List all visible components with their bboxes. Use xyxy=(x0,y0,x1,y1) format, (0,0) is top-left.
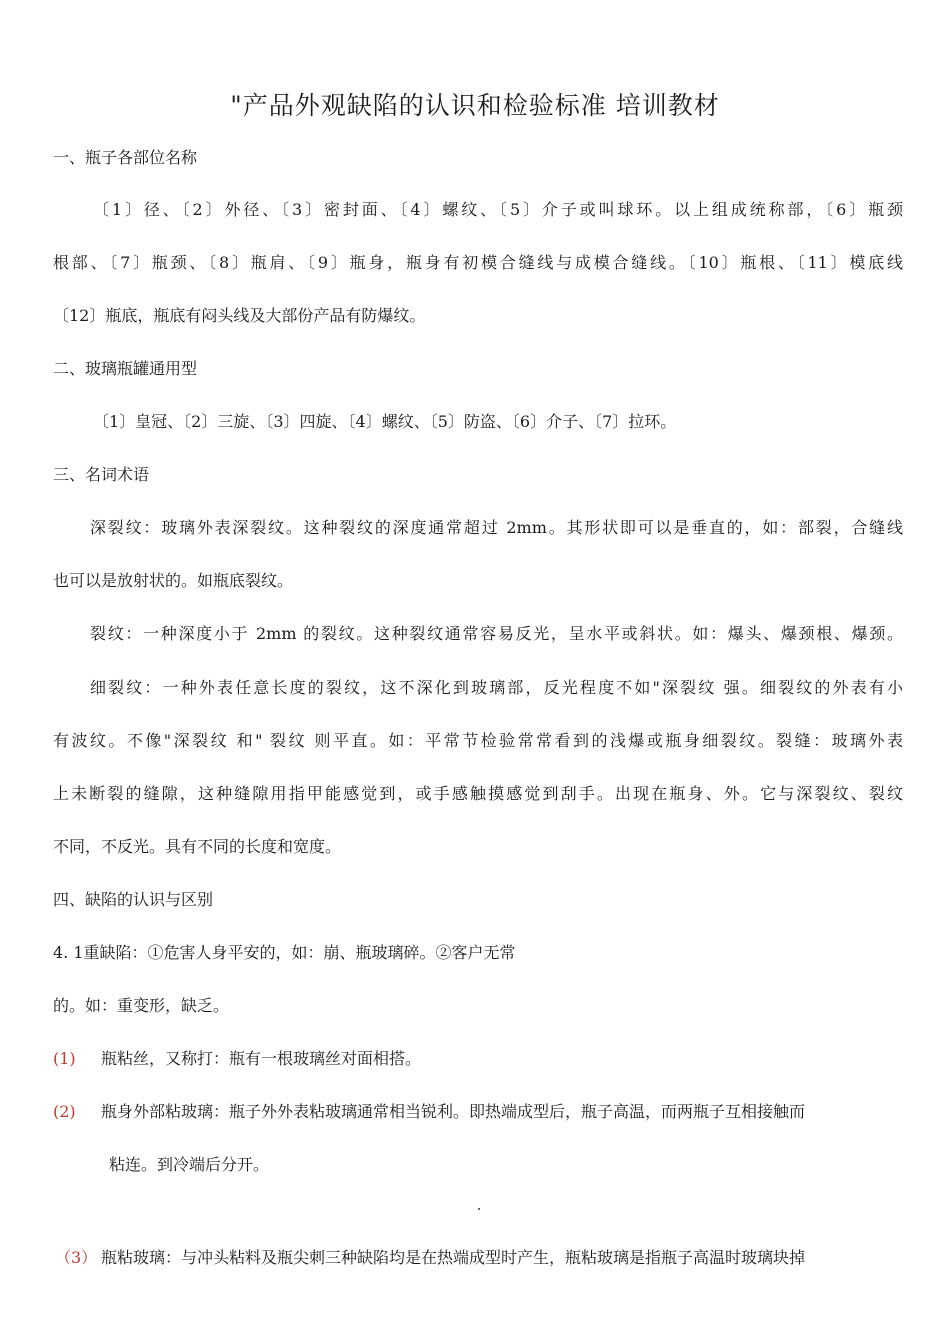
section-1-paragraph-line-2: 根部、〔7〕瓶颈、〔8〕瓶肩、〔9〕瓶身，瓶身有初模合缝线与成模合缝线。〔10〕瓶根、〔11〕模底线 xyxy=(53,253,903,272)
section-1-paragraph-line-1: 〔1〕径、〔2〕外径、〔3〕密封面、〔4〕螺纹、〔5〕介子或叫球环。以上组成统称部，〔6〕瓶颈 xyxy=(93,200,903,219)
section-4-heading: 四、缺陷的认识与区别 xyxy=(53,890,214,909)
term-fine-crack-line-3: 上未断裂的缝隙，这种缝隙用指甲能感觉到，或手感触摸感觉到刮手。出现在瓶身、外。它与深裂纹、裂纹 xyxy=(53,784,903,803)
defect-item-2-number: (2) xyxy=(53,1102,76,1121)
term-deep-crack-line-1: 深裂纹：玻璃外表深裂纹。这种裂纹的深度通常超过 2mm。其形状即可以是垂直的，如：部裂，合缝线 xyxy=(90,518,903,537)
defect-item-1-text: 瓶粘丝，又称打：瓶有一根玻璃丝对面相搭。 xyxy=(101,1049,422,1068)
section-2-paragraph: 〔1〕皇冠、〔2〕三旋、〔3〕四旋、〔4〕螺纹、〔5〕防盗、〔6〕介子、〔7〕拉环。 xyxy=(93,412,677,431)
term-crack: 裂纹：一种深度小于 2mm 的裂纹。这种裂纹通常容易反光，呈水平或斜状。如：爆头、爆颈根、爆颈。 xyxy=(90,624,903,643)
term-fine-crack-line-1: 细裂纹：一种外表任意长度的裂纹，这不深化到玻璃部，反光程度不如"深裂纹 强。细裂纹的外表有小 xyxy=(90,678,903,697)
defect-item-2 xyxy=(53,1100,903,1124)
section-1-heading: 一、瓶子各部位名称 xyxy=(53,148,198,167)
major-defect-line-1: 4. 1重缺陷：①危害人身平安的，如：崩、瓶玻璃碎。②客户无常 xyxy=(53,943,516,962)
major-defect-line-2: 的。如：重变形，缺乏。 xyxy=(53,996,230,1015)
term-fine-crack-line-2: 有波纹。不像"深裂纹 和" 裂纹 则平直。如：平常节检验常常看到的浅爆或瓶身细裂纹。裂缝：玻璃外表 xyxy=(53,731,903,750)
defect-item-3-text: 瓶粘玻璃：与冲头粘料及瓶尖刺三种缺陷均是在热端成型时产生，瓶粘玻璃是指瓶子高温时玻璃块掉 xyxy=(101,1248,806,1267)
section-3-heading: 三、名词术语 xyxy=(53,465,150,484)
document-title: "产品外观缺陷的认识和检验标准 培训教材 xyxy=(230,91,720,120)
defect-item-1-number: (1) xyxy=(53,1049,76,1068)
defect-item-1 xyxy=(53,1047,903,1071)
section-2-heading: 二、玻璃瓶罐通用型 xyxy=(53,359,198,378)
defect-item-2-text-line-2: 粘连。到冷端后分开。 xyxy=(109,1155,270,1174)
page-marker-dot xyxy=(478,1208,480,1210)
term-deep-crack-line-2: 也可以是放射状的。如瓶底裂纹。 xyxy=(53,571,294,590)
term-fine-crack-line-4: 不同，不反光。具有不同的长度和宽度。 xyxy=(53,837,342,856)
defect-item-3 xyxy=(55,1246,903,1270)
defect-item-2-text-line-1: 瓶身外部粘玻璃：瓶子外外表粘玻璃通常相当锐利。即热端成型后，瓶子高温，而两瓶子互相接触而 xyxy=(101,1102,806,1121)
section-1-paragraph-line-3: 〔12〕瓶底，瓶底有闷头线及大部份产品有防爆纹。 xyxy=(53,306,426,325)
defect-item-3-number: （3） xyxy=(55,1248,98,1267)
